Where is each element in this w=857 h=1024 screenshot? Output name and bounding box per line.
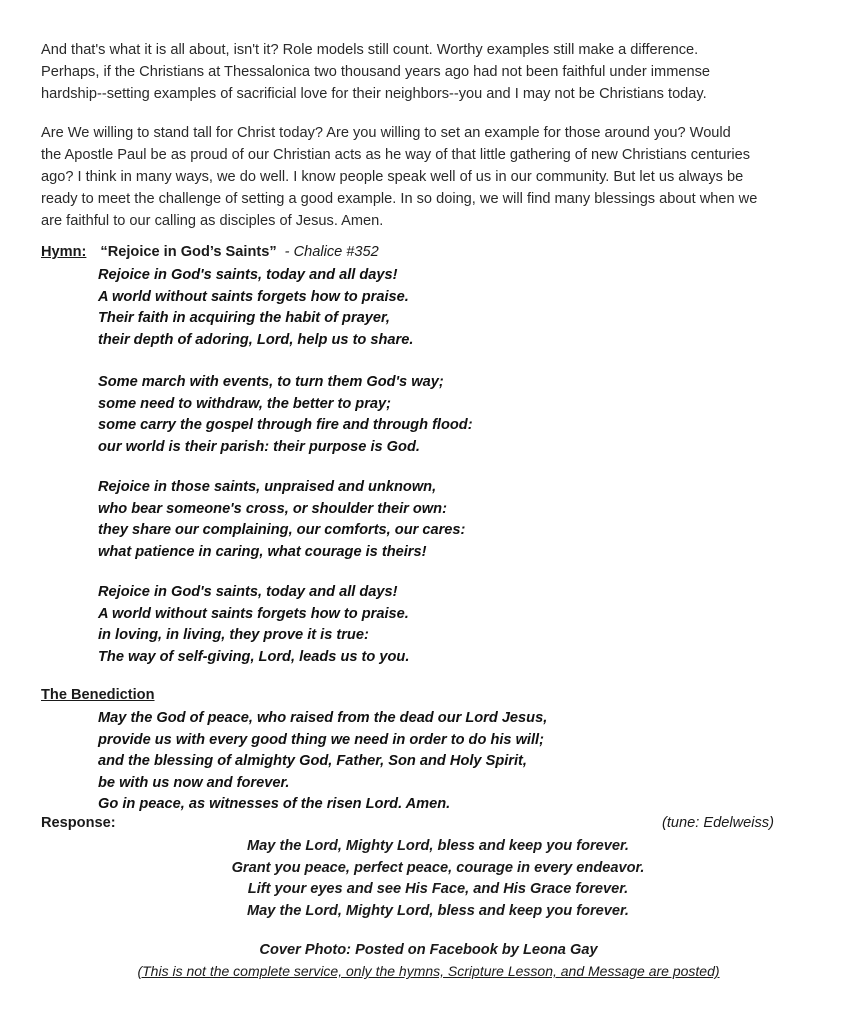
benediction-line: provide us with every good thing we need in order to do his will; [98, 731, 544, 748]
text-line: And that's what it is all about, isn't it? Role models still count. Worthy examples still make a difference. [41, 42, 699, 58]
service-footnote: (This is not the complete service, only the hymns, Scripture Lesson, and Message are posted) [137, 963, 720, 979]
response-text [198, 836, 678, 922]
benediction-title: The Benediction [41, 687, 155, 703]
verse-line: their depth of adoring, Lord, help us to share. [98, 331, 414, 348]
verse-line: our world is their parish: their purpose is God. [98, 438, 420, 455]
benediction-line: and the blessing of almighty God, Father, Son and Holy Spirit, [98, 753, 527, 769]
text-line: ready to meet the challenge of setting a good example. In so doing, we will find many blessings about when we [41, 191, 758, 207]
text-line: ago? I think in many ways, we do well. I know people speak well of us in our community. But let us always be [41, 169, 744, 185]
verse-line: some carry the gospel through fire and through flood: [98, 417, 473, 433]
verse-line: A world without saints forgets how to praise. [98, 605, 409, 622]
hymn-label: Hymn: [41, 244, 87, 260]
verse-line: what patience in caring, what courage is theirs! [98, 543, 427, 560]
verse-line: some need to withdraw, the better to pray; [98, 395, 391, 412]
verse-line: in loving, in living, they prove it is true: [98, 627, 369, 643]
benediction-line: Go in peace, as witnesses of the risen Lord. Amen. [98, 796, 451, 812]
paragraph-role-models [41, 39, 831, 105]
verse-line: A world without saints forgets how to praise. [98, 288, 409, 305]
cover-photo-credit: Cover Photo: Posted on Facebook by Leona Gay [259, 942, 598, 958]
verse-line: Their faith in acquiring the habit of prayer, [98, 310, 390, 326]
hymn-source: - Chalice #352 [284, 244, 379, 260]
text-line: Are We willing to stand tall for Christ today? Are you willing to set an example for those around you? Would [41, 125, 731, 141]
benediction-text [98, 708, 547, 816]
verse-line: Some march with events, to turn them God's way; [98, 374, 444, 390]
response-line: Lift your eyes and see His Face, and His Grace forever. [247, 881, 629, 897]
response-line: May the Lord, Mighty Lord, bless and keep you forever. [247, 838, 629, 854]
verse-line: they share our complaining, our comforts, our cares: [98, 522, 466, 538]
hymn-verse-2 [98, 372, 473, 458]
benediction-line: May the God of peace, who raised from the dead our Lord Jesus, [98, 710, 548, 726]
text-line: are faithful to our calling as disciples of Jesus. Amen. [41, 213, 384, 229]
text-line: Perhaps, if the Christians at Thessalonica two thousand years ago had not been faithful under immense [41, 64, 711, 80]
response-label: Response: [41, 815, 116, 831]
benediction-line: be with us now and forever. [98, 774, 290, 791]
hymn-verse-3 [98, 477, 465, 563]
verse-line: Rejoice in those saints, unpraised and unknown, [98, 479, 437, 495]
response-line: May the Lord, Mighty Lord, bless and keep you forever. [247, 902, 629, 919]
verse-line: The way of self-giving, Lord, leads us to you. [98, 648, 410, 665]
hymn-title: “Rejoice in God’s Saints” [100, 244, 277, 260]
paragraph-closing-message [41, 122, 831, 232]
verse-line: Rejoice in God's saints, today and all days! [98, 267, 398, 283]
response-line: Grant you peace, perfect peace, courage in every endeavor. [231, 859, 645, 876]
hymn-heading [41, 244, 379, 260]
response-tune: (tune: Edelweiss) [662, 815, 774, 831]
verse-line: who bear someone's cross, or shoulder their own: [98, 500, 447, 517]
verse-line: Rejoice in God's saints, today and all days! [98, 584, 398, 600]
text-line: hardship--setting examples of sacrificial love for their neighbors--you and I may not be Christians today. [41, 86, 707, 102]
hymn-verse-4 [98, 582, 409, 668]
hymn-verse-1 [98, 265, 413, 351]
text-line: the Apostle Paul be as proud of our Christian acts as he way of that little gathering of new Christians centuries [41, 147, 751, 163]
